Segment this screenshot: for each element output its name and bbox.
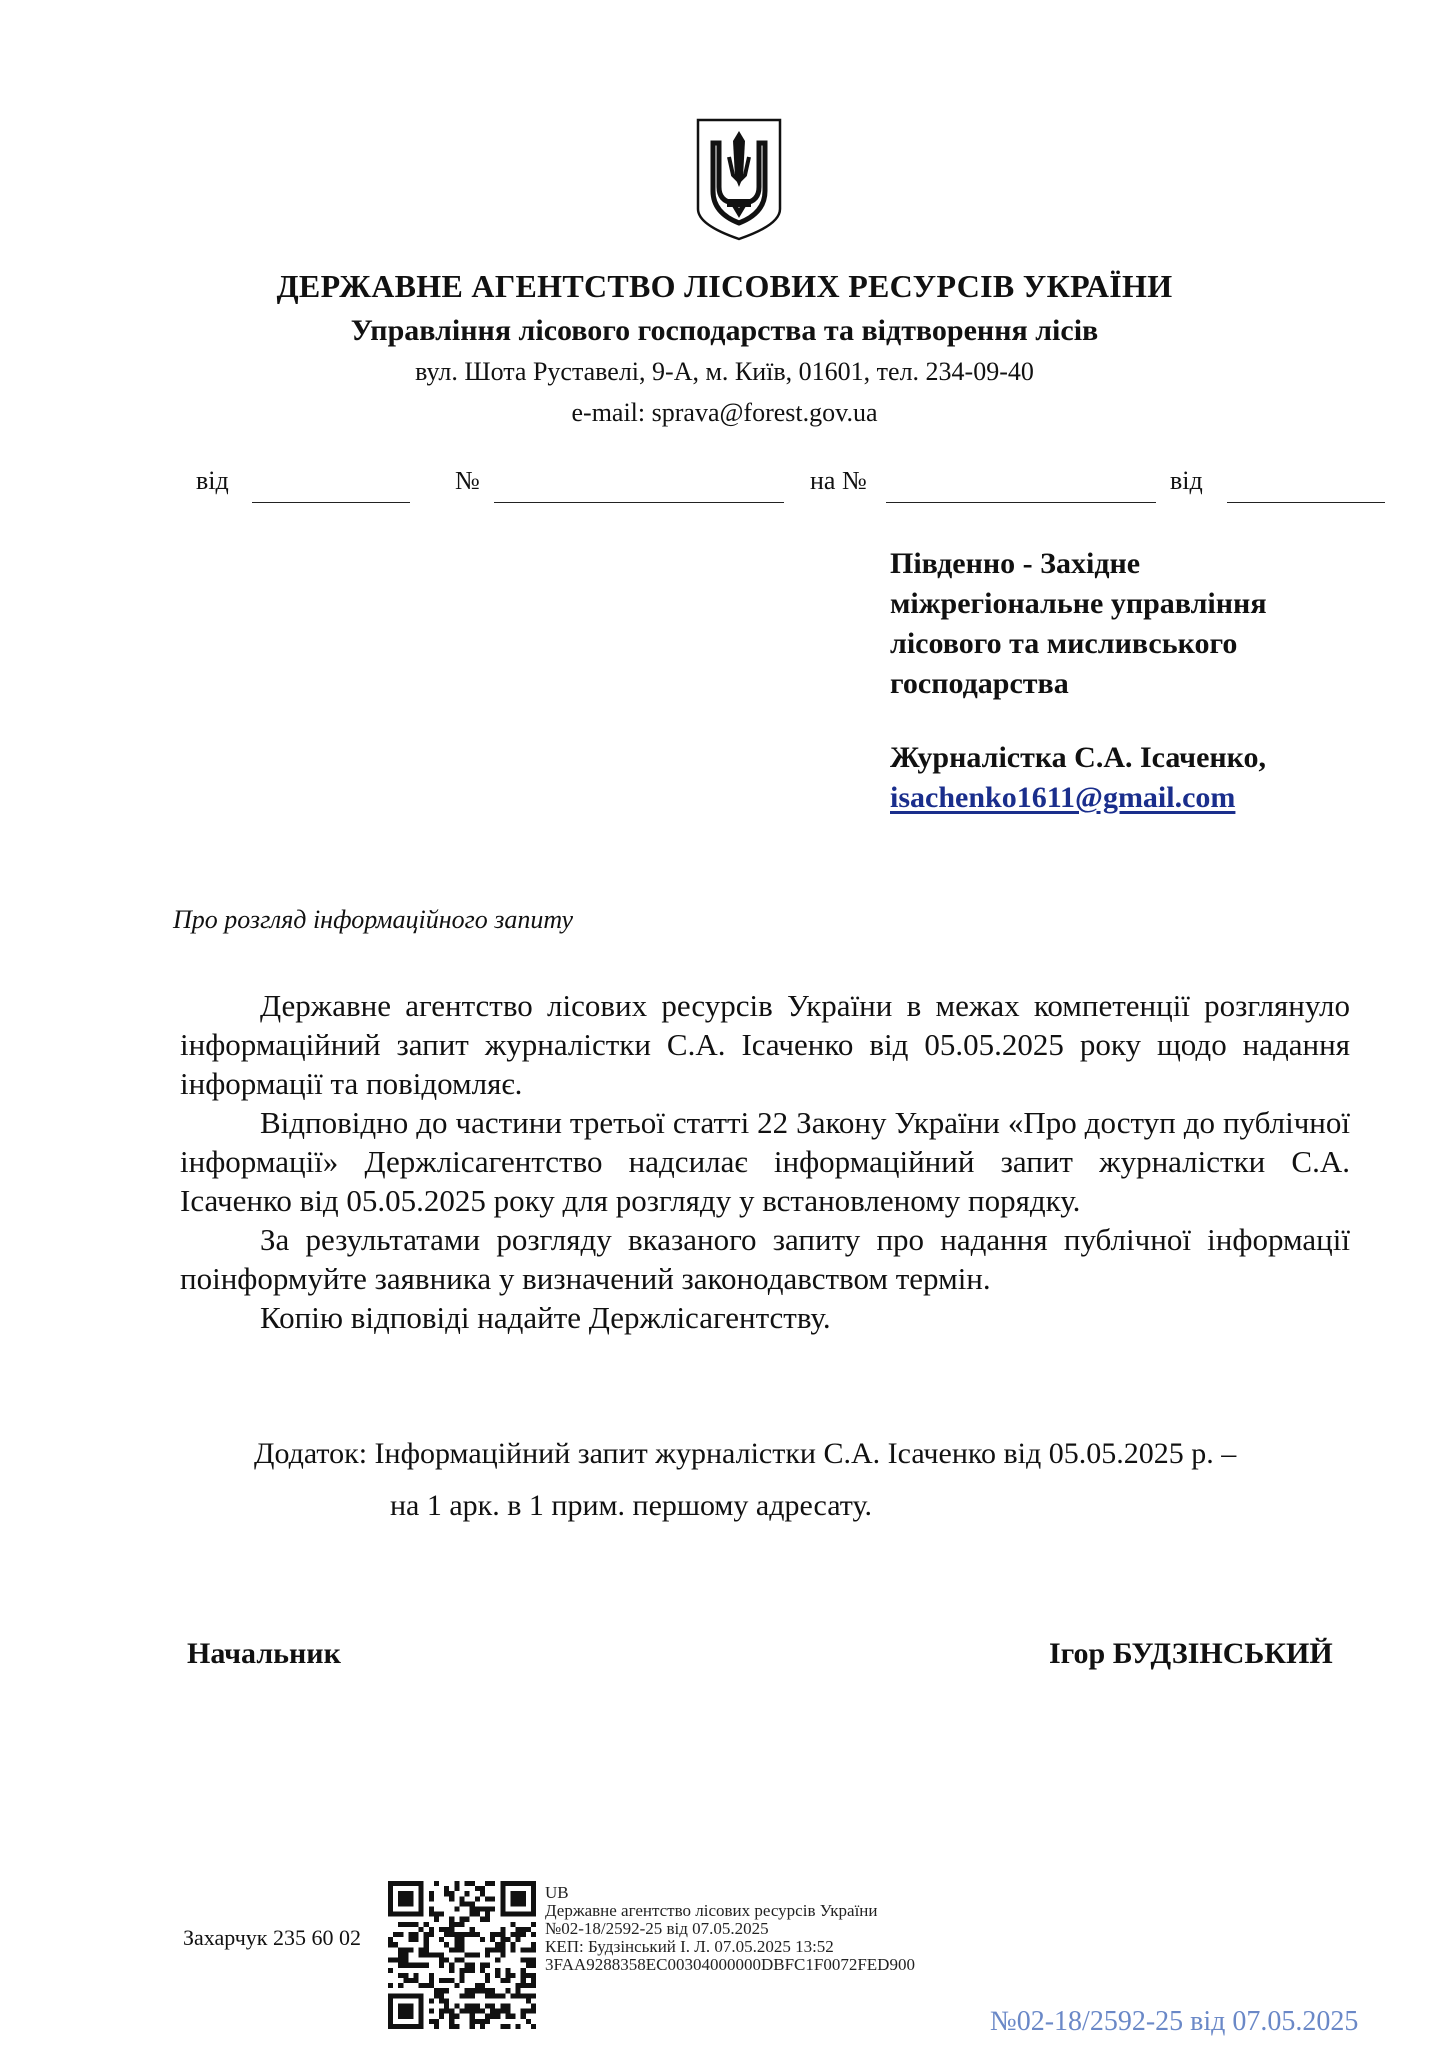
- ref-date-field: [252, 502, 410, 503]
- kep-line: №02-18/2592-25 від 07.05.2025: [545, 1919, 769, 1938]
- addressee-org-line: міжрегіональне управління: [890, 587, 1267, 620]
- body-paragraph: За результатами розгляду вказаного запиту про надання публічної інформації поінформуйте заявника у визначений законодавством термін.: [180, 1222, 1350, 1296]
- ref-number-field: [494, 502, 784, 503]
- addressee-person-name: Журналістка С.А. Ісаченко,: [890, 741, 1267, 774]
- addressee-email-link[interactable]: isachenko1611@gmail.com: [890, 781, 1236, 814]
- letter-subject: Про розгляд інформаційного запиту: [173, 905, 574, 934]
- letter-body: [180, 986, 1350, 1337]
- department-name: Управління лісового господарства та відтворення лісів: [350, 314, 1099, 347]
- ref-on-number-field: [886, 502, 1156, 503]
- body-paragraph: Копію відповіді надайте Держлісагентству.: [260, 1300, 831, 1335]
- email-line: e-mail: sprava@forest.gov.ua: [571, 398, 878, 427]
- registration-stamp: №02-18/2592-25 від 07.05.2025: [990, 2006, 1359, 2037]
- addressee-org-line: Південно - Західне: [890, 547, 1141, 580]
- kep-line: UB: [545, 1883, 569, 1902]
- ref-from-label: від: [196, 466, 229, 495]
- qr-code-icon: [388, 1880, 536, 2030]
- ref-from-label-2: від: [1170, 466, 1203, 495]
- addressee-organization: [890, 544, 1267, 704]
- attachment-line: на 1 арк. в 1 прим. першому адресату.: [390, 1489, 872, 1522]
- executor-contact: Захарчук 235 60 02: [183, 1925, 361, 1950]
- ref-on-number-label: на №: [810, 466, 867, 495]
- kep-line: Державне агентство лісових ресурсів України: [545, 1901, 878, 1920]
- ref-date-field-2: [1227, 502, 1385, 503]
- kep-line: 3FAA9288358EC00304000000DBFC1F0072FED900: [545, 1955, 915, 1974]
- kep-line: КЕП: Будзінський І. Л. 07.05.2025 13:52: [545, 1937, 834, 1956]
- digital-signature-stamp: [545, 1884, 915, 1974]
- addressee-person: [890, 738, 1266, 818]
- agency-name: ДЕРЖАВНЕ АГЕНТСТВО ЛІСОВИХ РЕСУРСІВ УКРАЇНИ: [276, 268, 1173, 304]
- address-line: вул. Шота Руставелі, 9-А, м. Київ, 01601, тел. 234-09-40: [415, 357, 1034, 386]
- attachment-line: Додаток: Інформаційний запит журналістки С.А. Ісаченко від 05.05.2025 р. –: [254, 1437, 1237, 1470]
- coat-of-arms-icon: [693, 117, 785, 242]
- addressee-org-line: господарства: [890, 667, 1069, 700]
- body-paragraph: Відповідно до частини третьої статті 22 Закону України «Про доступ до публічної інформації» Держлісагентство надсилає інформаційний запит журналістки С.А. Ісаченко від 05.05.2025 року для розгляду у встановленому порядку.: [180, 1105, 1350, 1218]
- addressee-org-line: лісового та мисливського: [890, 627, 1238, 660]
- ref-number-label: №: [455, 466, 480, 495]
- body-paragraph: Державне агентство лісових ресурсів України в межах компетенції розглянуло інформаційний запит журналістки С.А. Ісаченко від 05.05.2025 року щодо надання інформації та повідомляє.: [180, 988, 1350, 1101]
- signatory-position: Начальник: [187, 1637, 341, 1670]
- signatory-name: Ігор БУДЗІНСЬКИЙ: [1049, 1637, 1333, 1670]
